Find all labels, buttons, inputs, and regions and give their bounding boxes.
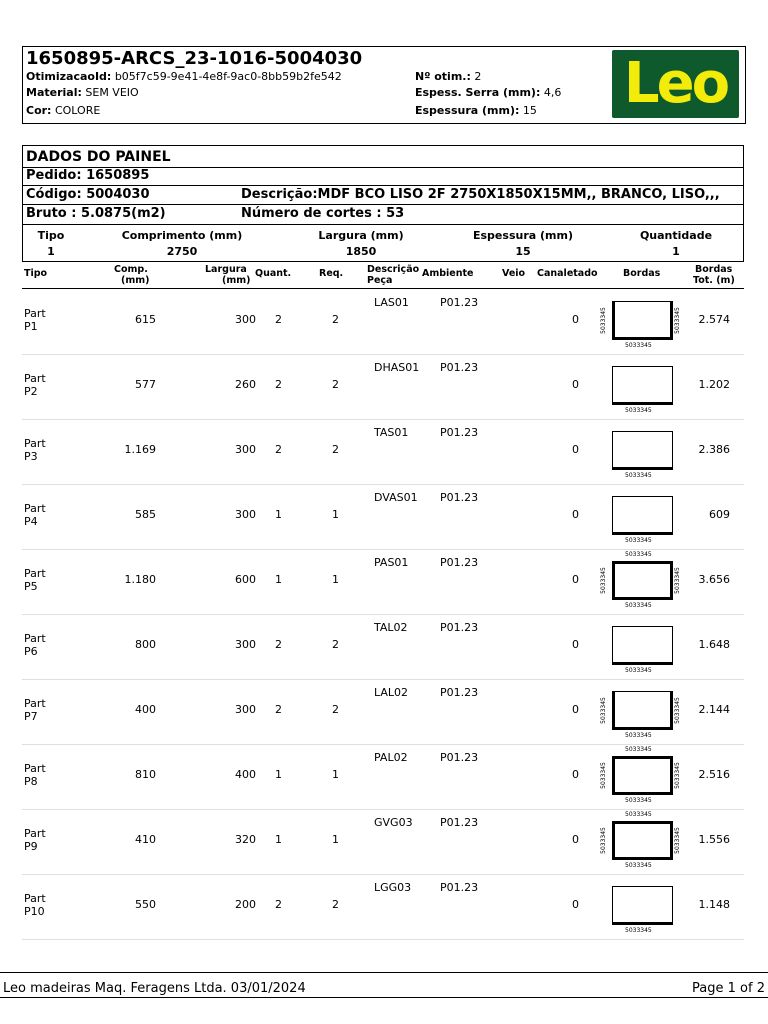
part-bordas-tot: 2.144 (698, 703, 730, 716)
part-type: Part (24, 892, 46, 905)
edge-banding-diagram (612, 756, 673, 795)
edge-label-bottom: 5033345 (625, 537, 652, 544)
edge-label-left: 5033345 (599, 762, 607, 789)
edge-banding-diagram (612, 626, 673, 665)
part-bordas-tot: 1.148 (698, 898, 730, 911)
part-comp: 1.169 (124, 443, 156, 456)
part-id: P1 (24, 320, 38, 333)
part-peca: DHAS01 (374, 361, 420, 374)
part-canaletado: 0 (572, 898, 579, 911)
bruto-text: Bruto : 5.0875(m2) (26, 206, 166, 221)
part-quant: 1 (275, 768, 282, 781)
part-bordas-tot: 1.648 (698, 638, 730, 651)
part-canaletado: 0 (572, 443, 579, 456)
otimizacao-line (26, 70, 342, 83)
part-req: 1 (332, 508, 339, 521)
part-peca: LAS01 (374, 296, 409, 309)
col-header-descricao: Descrição (367, 264, 420, 275)
part-req: 2 (332, 443, 339, 456)
col-header-bordas-tot: Bordas (695, 264, 733, 275)
part-id: P4 (24, 515, 38, 528)
edge-label-top: 5033345 (625, 811, 652, 818)
painel-section (22, 145, 744, 262)
edge-label-right: 5033345 (673, 697, 681, 724)
edge-label-bottom: 5033345 (625, 667, 652, 674)
material-line (26, 86, 139, 99)
part-quant: 2 (275, 313, 282, 326)
company-logo (612, 50, 739, 118)
footer-divider-top (0, 972, 768, 973)
col-header-veio: Veio (502, 268, 526, 279)
part-type: Part (24, 697, 46, 710)
edge-label-left: 5033345 (599, 827, 607, 854)
edge-label-bottom: 5033345 (625, 732, 652, 739)
part-canaletado: 0 (572, 508, 579, 521)
footer-company: Leo madeiras Maq. Feragens Ltda. 03/01/2024 (3, 981, 306, 996)
painel-value-largura: 1850 (345, 245, 377, 258)
part-id: P9 (24, 840, 38, 853)
edge-banding-diagram (612, 821, 673, 860)
part-comp: 577 (135, 378, 156, 391)
part-ambiente: P01.23 (440, 296, 479, 309)
part-bordas-tot: 2.574 (698, 313, 730, 326)
part-req: 2 (332, 898, 339, 911)
edge-label-bottom: 5033345 (625, 927, 652, 934)
part-largura: 300 (235, 443, 256, 456)
part-ambiente: P01.23 (440, 491, 479, 504)
part-comp: 800 (135, 638, 156, 651)
part-ambiente: P01.23 (440, 686, 479, 699)
part-type: Part (24, 372, 46, 385)
painel-divider (23, 224, 743, 225)
descricao-text: Descrição:MDF BCO LISO 2F 2750X1850X15MM,, BRANCO, LISO,,, (241, 187, 720, 202)
part-largura: 320 (235, 833, 256, 846)
table-row (22, 355, 744, 420)
table-row (22, 550, 744, 615)
otimizacao-value: b05f7c59-9e41-4e8f-9ac0-8bb59b2fe542 (114, 70, 342, 83)
col-header-ambiente: Ambiente (422, 268, 474, 279)
col-header-quant: Quant. (255, 268, 292, 279)
part-id: P3 (24, 450, 38, 463)
table-row (22, 875, 744, 940)
table-row (22, 290, 744, 355)
part-ambiente: P01.23 (440, 881, 479, 894)
edge-label-left: 5033345 (599, 307, 607, 334)
part-type: Part (24, 762, 46, 775)
part-type: Part (24, 632, 46, 645)
part-canaletado: 0 (572, 378, 579, 391)
part-id: P5 (24, 580, 38, 593)
part-quant: 1 (275, 833, 282, 846)
part-quant: 2 (275, 898, 282, 911)
part-id: P2 (24, 385, 38, 398)
painel-title: DADOS DO PAINEL (26, 149, 171, 165)
col-header-req: Req. (319, 268, 344, 279)
part-quant: 2 (275, 443, 282, 456)
edge-banding-diagram (612, 496, 673, 535)
part-comp: 1.180 (124, 573, 156, 586)
part-bordas-tot: 3.656 (698, 573, 730, 586)
otimizacao-label: OtimizacaoId: (26, 70, 112, 83)
part-largura: 600 (235, 573, 256, 586)
part-comp: 810 (135, 768, 156, 781)
part-quant: 2 (275, 638, 282, 651)
edge-label-bottom: 5033345 (625, 602, 652, 609)
part-peca: LAL02 (374, 686, 409, 699)
col-header-comp: Comp. (114, 264, 148, 275)
edge-banding-diagram (612, 366, 673, 405)
serra-value: 4,6 (543, 86, 562, 99)
part-comp: 615 (135, 313, 156, 326)
part-canaletado: 0 (572, 638, 579, 651)
col-header-largura: Largura (205, 264, 247, 275)
pedido-text: Pedido: 1650895 (26, 168, 150, 183)
part-canaletado: 0 (572, 313, 579, 326)
edge-banding-diagram (612, 431, 673, 470)
painel-value-quantidade: 1 (672, 245, 680, 258)
edge-label-bottom: 5033345 (625, 342, 652, 349)
part-comp: 550 (135, 898, 156, 911)
edge-label-bottom: 5033345 (625, 472, 652, 479)
part-peca: TAS01 (374, 426, 409, 439)
painel-divider (23, 185, 743, 186)
table-row (22, 485, 744, 550)
cor-value: COLORE (54, 104, 101, 117)
notim-label: Nº otim.: (415, 70, 471, 83)
edge-label-top: 5033345 (625, 551, 652, 558)
edge-label-right: 5033345 (673, 567, 681, 594)
notim-line (415, 70, 481, 83)
part-req: 1 (332, 833, 339, 846)
table-row (22, 680, 744, 745)
edge-banding-diagram (612, 691, 673, 730)
part-peca: LGG03 (374, 881, 412, 894)
part-largura: 300 (235, 313, 256, 326)
part-type: Part (24, 307, 46, 320)
painel-value-comprimento: 2750 (166, 245, 198, 258)
table-row (22, 615, 744, 680)
part-bordas-tot: 2.516 (698, 768, 730, 781)
col-header-peca: Peça (367, 275, 393, 286)
espessura-value: 15 (522, 104, 537, 117)
edge-label-right: 5033345 (673, 307, 681, 334)
part-comp: 410 (135, 833, 156, 846)
col-header-tipo: Tipo (24, 268, 48, 279)
edge-label-left: 5033345 (599, 567, 607, 594)
edge-label-bottom: 5033345 (625, 407, 652, 414)
part-comp: 585 (135, 508, 156, 521)
serra-label: Espess. Serra (mm): (415, 86, 541, 99)
edge-banding-diagram (612, 886, 673, 925)
part-req: 2 (332, 638, 339, 651)
espessura-label: Espessura (mm): (415, 104, 520, 117)
part-peca: DVAS01 (374, 491, 418, 504)
part-type: Part (24, 567, 46, 580)
header-divider (22, 288, 744, 289)
part-largura: 400 (235, 768, 256, 781)
cortes-text: Número de cortes : 53 (241, 206, 405, 221)
document-header (22, 46, 746, 124)
part-largura: 300 (235, 508, 256, 521)
cor-line (26, 104, 100, 117)
part-id: P10 (24, 905, 45, 918)
part-ambiente: P01.23 (440, 621, 479, 634)
part-type: Part (24, 502, 46, 515)
col-header-comp-unit: (mm) (121, 275, 150, 286)
part-peca: PAL02 (374, 751, 408, 764)
col-header-largura-unit: (mm) (222, 275, 251, 286)
part-quant: 2 (275, 703, 282, 716)
part-id: P8 (24, 775, 38, 788)
table-row (22, 810, 744, 875)
logo-text: Leo (623, 51, 728, 116)
table-row (22, 420, 744, 485)
part-req: 1 (332, 573, 339, 586)
part-largura: 260 (235, 378, 256, 391)
part-type: Part (24, 827, 46, 840)
footer-page-number: Page 1 of 2 (692, 981, 765, 996)
material-label: Material: (26, 86, 82, 99)
part-quant: 2 (275, 378, 282, 391)
notim-value: 2 (474, 70, 482, 83)
painel-header-espessura: Espessura (mm) (473, 229, 573, 242)
painel-value-espessura: 15 (515, 245, 531, 258)
part-ambiente: P01.23 (440, 816, 479, 829)
edge-banding-diagram (612, 561, 673, 600)
part-ambiente: P01.23 (440, 426, 479, 439)
part-comp: 400 (135, 703, 156, 716)
part-req: 2 (332, 703, 339, 716)
serra-line (415, 86, 561, 99)
table-row (22, 745, 744, 810)
part-bordas-tot: 1.556 (698, 833, 730, 846)
painel-header-tipo: Tipo (37, 229, 65, 242)
edge-label-top: 5033345 (625, 746, 652, 753)
material-value: SEM VEIO (85, 86, 139, 99)
codigo-text: Código: 5004030 (26, 187, 150, 202)
col-header-bordas: Bordas (623, 268, 661, 279)
espessura-line (415, 104, 537, 117)
part-ambiente: P01.23 (440, 751, 479, 764)
part-largura: 300 (235, 638, 256, 651)
part-bordas-tot: 2.386 (698, 443, 730, 456)
part-ambiente: P01.23 (440, 361, 479, 374)
part-id: P6 (24, 645, 38, 658)
painel-header-largura: Largura (mm) (318, 229, 404, 242)
painel-value-tipo: 1 (47, 245, 55, 258)
part-type: Part (24, 437, 46, 450)
part-peca: PAS01 (374, 556, 409, 569)
painel-header-comprimento: Comprimento (mm) (121, 229, 243, 242)
edge-label-right: 5033345 (673, 762, 681, 789)
part-ambiente: P01.23 (440, 556, 479, 569)
part-quant: 1 (275, 508, 282, 521)
part-canaletado: 0 (572, 833, 579, 846)
col-header-canaletado: Canaletado (537, 268, 598, 279)
cor-label: Cor: (26, 104, 52, 117)
edge-label-bottom: 5033345 (625, 862, 652, 869)
edge-label-left: 5033345 (599, 697, 607, 724)
part-largura: 200 (235, 898, 256, 911)
part-bordas-tot: 609 (709, 508, 730, 521)
col-header-bordas-tot-unit: Tot. (m) (693, 275, 735, 286)
edge-label-bottom: 5033345 (625, 797, 652, 804)
footer-divider-bottom (0, 997, 768, 998)
part-peca: GVG03 (374, 816, 413, 829)
part-largura: 300 (235, 703, 256, 716)
part-quant: 1 (275, 573, 282, 586)
part-peca: TAL02 (374, 621, 408, 634)
edge-label-right: 5033345 (673, 827, 681, 854)
part-canaletado: 0 (572, 768, 579, 781)
part-canaletado: 0 (572, 573, 579, 586)
part-req: 2 (332, 378, 339, 391)
document-title: 1650895-ARCS_23-1016-5004030 (26, 48, 363, 69)
part-req: 1 (332, 768, 339, 781)
painel-header-quantidade: Quantidade (639, 229, 713, 242)
part-req: 2 (332, 313, 339, 326)
part-id: P7 (24, 710, 38, 723)
part-canaletado: 0 (572, 703, 579, 716)
part-bordas-tot: 1.202 (698, 378, 730, 391)
edge-banding-diagram (612, 301, 673, 340)
painel-divider (23, 204, 743, 205)
